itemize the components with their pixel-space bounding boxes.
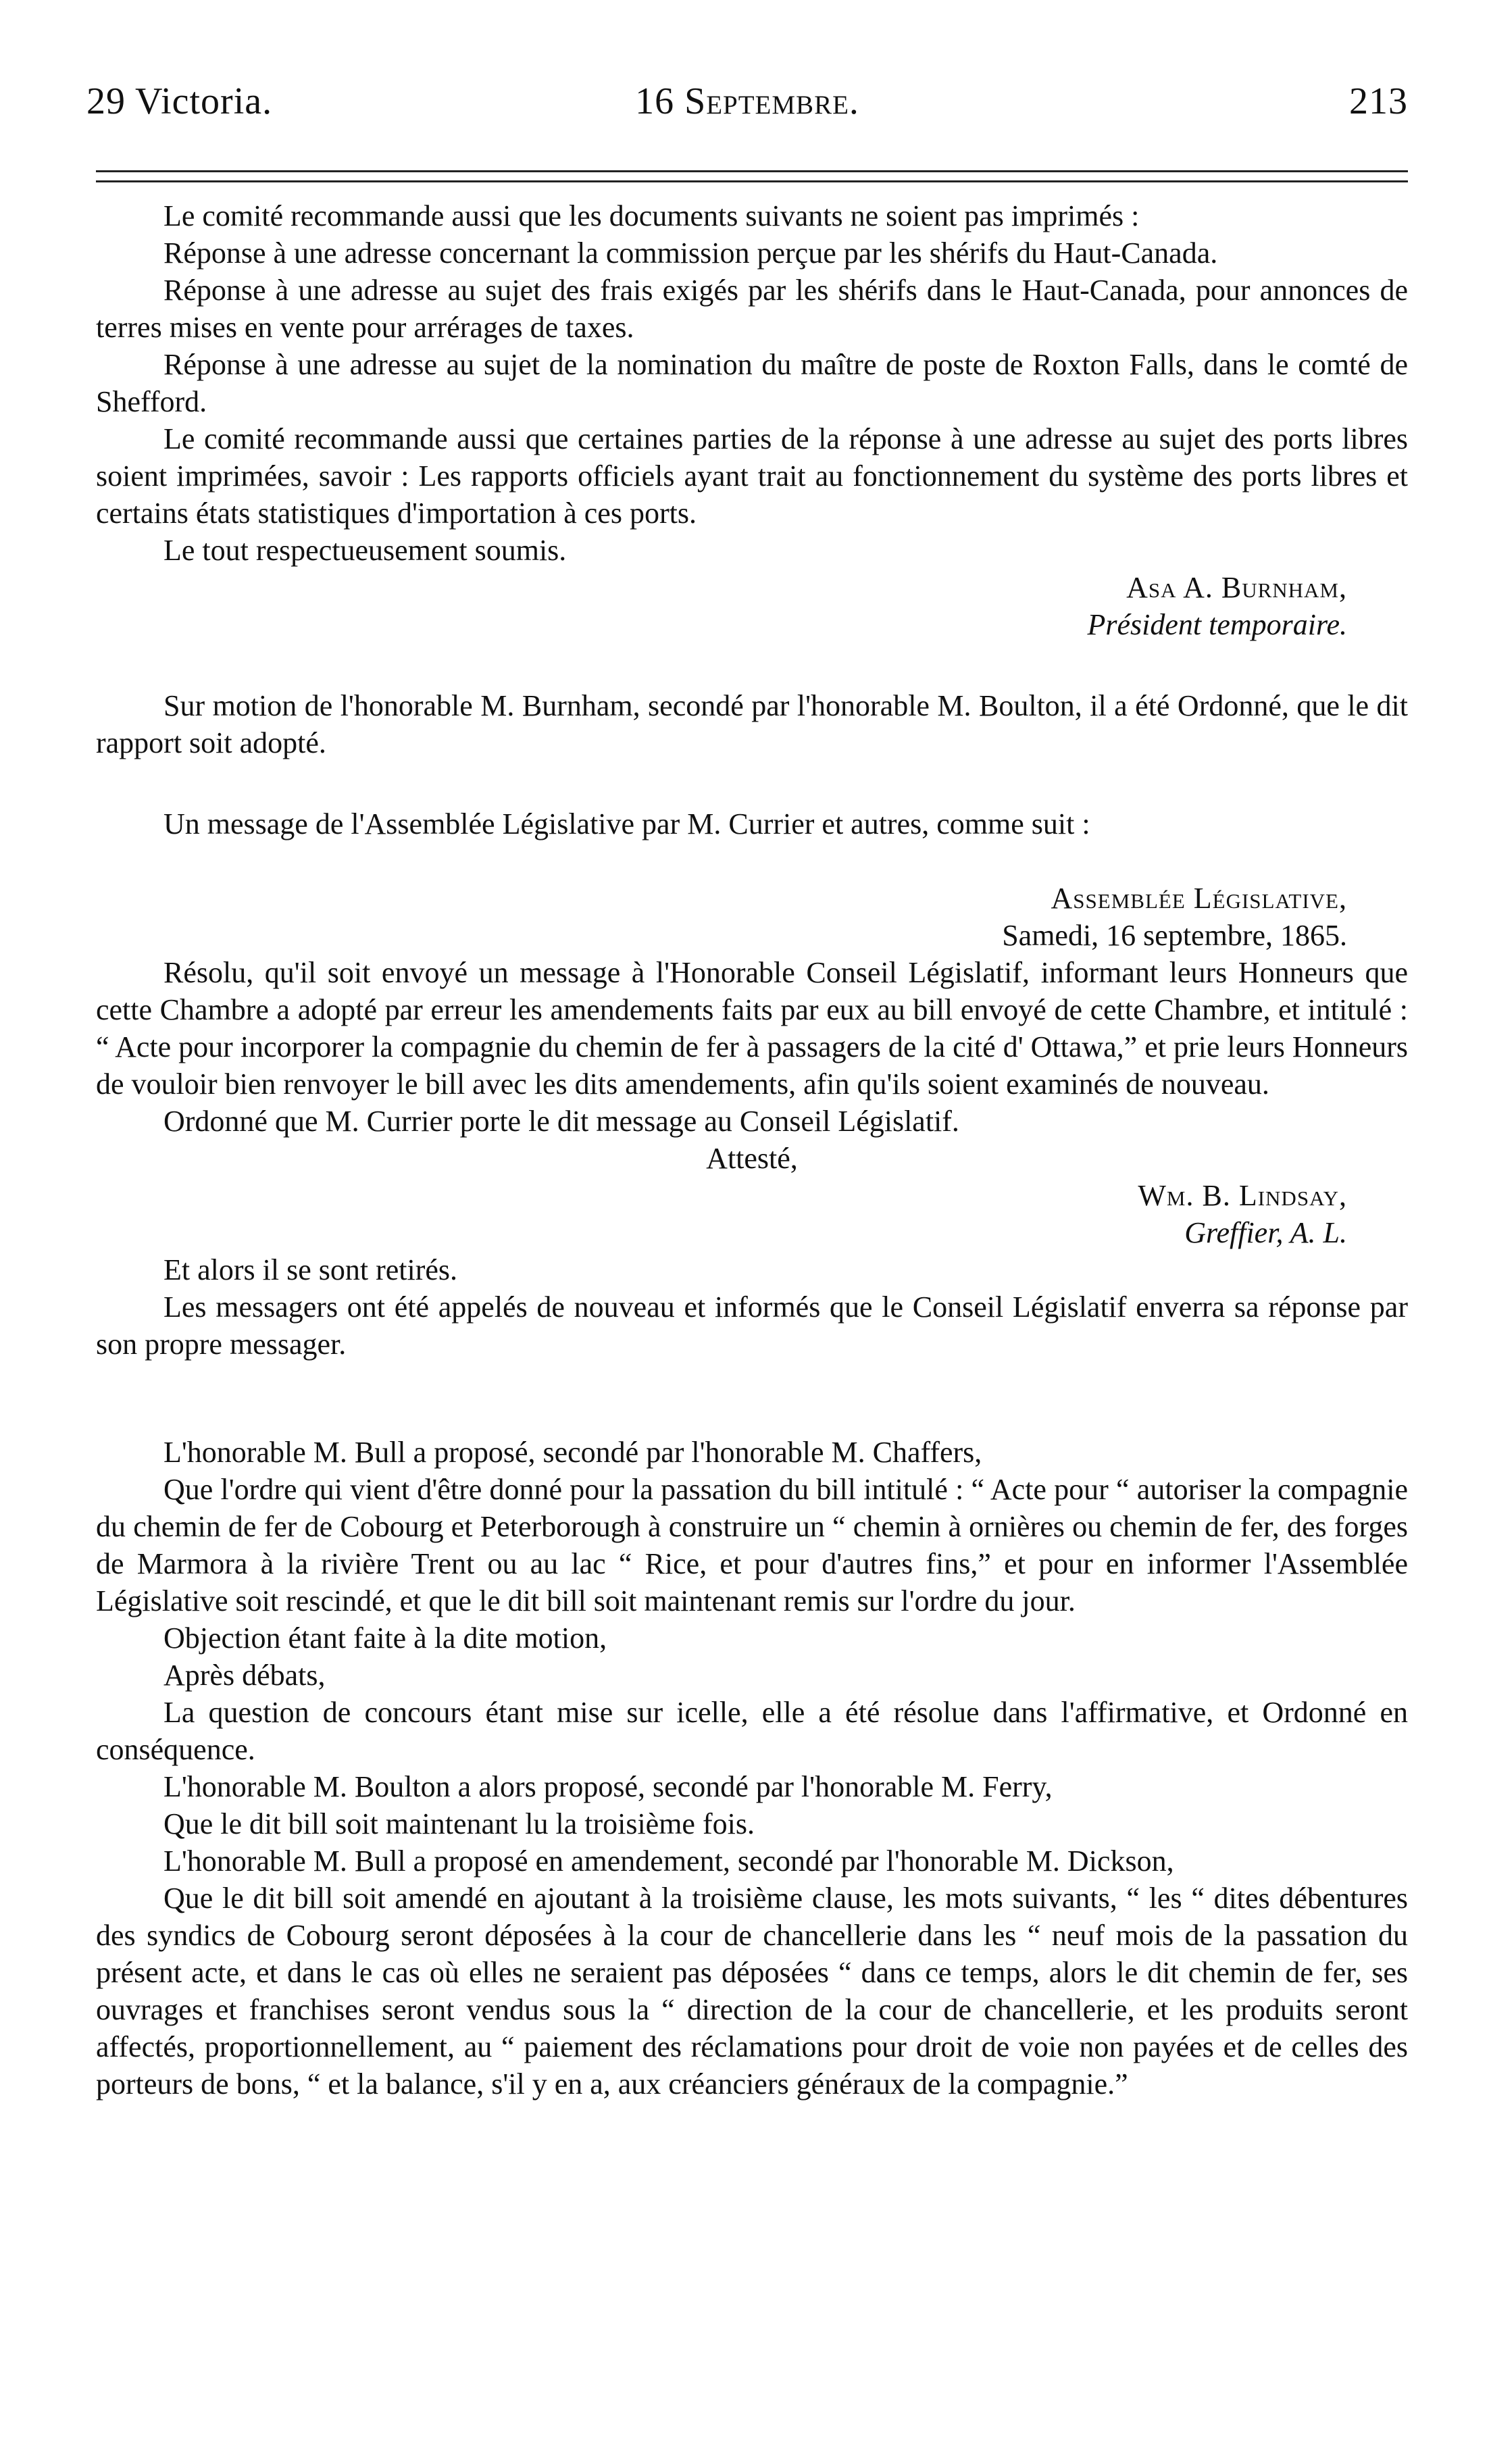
message-body-title: Assemblée Législative, xyxy=(1051,882,1347,915)
header-date: 16 Septembre. xyxy=(635,80,859,122)
report-signer: Asa A. Burnham, xyxy=(1126,571,1347,604)
motion-paragraph: Après débats, xyxy=(163,1659,326,1692)
message-signer: Wm. B. Lindsay, xyxy=(1138,1179,1347,1212)
report-paragraph: Le tout respectueusement soumis. xyxy=(163,534,567,567)
header-page-number: 213 xyxy=(1349,80,1408,122)
message-resolution: Résolu, qu'il soit envoyé un message à l'Honorable Conseil Législatif, informant leurs Honneurs que cette Chambre a adopté par erreur les amendements faits par eux au bill envoyé de cette Chambre, et intitulé : “ Acte pour incorporer la compagnie du chemin de fer à passagers de la cité d' Ottawa,” et prie leurs Honneurs de vouloir bien renvoyer le bill avec les dits amendements, afin qu'ils soient examinés de nouveau. xyxy=(96,956,1408,1101)
report-signer-title: Président temporaire. xyxy=(1087,608,1347,641)
message-order: Ordonné que M. Currier porte le dit message au Conseil Législatif. xyxy=(163,1105,959,1138)
motion-paragraph: La question de concours étant mise sur icelle, elle a été résolue dans l'affirmative, et Ordonné en conséquence. xyxy=(96,1696,1408,1766)
motion-paragraph: Sur motion de l'honorable M. Burnham, secondé par l'honorable M. Boulton, il a été Ordonné, que le dit rapport soit adopté. xyxy=(96,689,1408,759)
message-paragraph: Et alors il se sont retirés. xyxy=(163,1253,458,1286)
report-paragraph: Le comité recommande aussi que certaines parties de la réponse à une adresse au sujet des ports libres soient imprimées, savoir : Les rapports officiels ayant trait au fonctionnement du système des ports libres et certains états statistiques d'importation à ces ports. xyxy=(96,422,1408,530)
header-double-rule xyxy=(96,170,1408,182)
header-session: 29 Victoria. xyxy=(86,80,273,122)
message-paragraph: Les messagers ont été appelés de nouveau et informés que le Conseil Législatif enverra sa réponse par son propre messager. xyxy=(96,1290,1408,1361)
message-intro: Un message de l'Assemblée Législative par M. Currier et autres, comme suit : xyxy=(163,807,1090,840)
message-signer-title: Greffier, A. L. xyxy=(1184,1216,1347,1249)
message-attested: Attesté, xyxy=(706,1142,798,1175)
report-paragraph: Le comité recommande aussi que les documents suivants ne soient pas imprimés : xyxy=(163,199,1140,232)
motion-paragraph: L'honorable M. Bull a proposé, secondé par l'honorable M. Chaffers, xyxy=(163,1436,982,1469)
message-date: Samedi, 16 septembre, 1865. xyxy=(1002,919,1347,952)
motion-paragraph: Que l'ordre qui vient d'être donné pour la passation du bill intitulé : “ Acte pour “ autoriser la compagnie du chemin de fer de Cobourg et Peterborough à construire un “ chemin à ornières ou chemin de fer, des forges de Marmora à la rivière Trent ou au lac “ Rice, et pour d'autres fins,” et pour en informer l'Assemblée Législative soit rescindé, et que le dit bill soit maintenant remis sur l'ordre du jour. xyxy=(96,1473,1408,1617)
report-paragraph: Réponse à une adresse au sujet de la nomination du maître de poste de Roxton Falls, dans le comté de Shefford. xyxy=(96,348,1408,418)
page-header xyxy=(86,80,1408,141)
motion-paragraph: Que le dit bill soit amendé en ajoutant à la troisième clause, les mots suivants, “ les “ dites débentures des syndics de Cobourg seront déposées à la cour de chancellerie dans les “ neuf mois de la passation du présent acte, et dans le cas où elles ne seraient pas déposées “ dans ce temps, alors le dit chemin de fer, ses ouvrages et franchises seront vendus sous la “ direction de la cour de chancellerie, et les produits seront affectés, proportionnellement, au “ paiement des réclamations pour droit de voie non payées et de celles des porteurs de bons, “ et la balance, s'il y en a, aux créanciers généraux de la compagnie.” xyxy=(96,1882,1408,2101)
motion-paragraph: Que le dit bill soit maintenant lu la troisième fois. xyxy=(163,1807,755,1840)
report-paragraph: Réponse à une adresse au sujet des frais exigés par les shérifs dans le Haut-Canada, pour annonces de terres mises en vente pour arrérages de taxes. xyxy=(96,274,1408,344)
motion-paragraph: L'honorable M. Boulton a alors proposé, secondé par l'honorable M. Ferry, xyxy=(163,1770,1053,1803)
motion-paragraph: L'honorable M. Bull a proposé en amendement, secondé par l'honorable M. Dickson, xyxy=(163,1844,1174,1878)
report-paragraph: Réponse à une adresse concernant la commission perçue par les shérifs du Haut-Canada. xyxy=(163,236,1218,270)
page-body xyxy=(96,197,1408,2103)
motion-paragraph: Objection étant faite à la dite motion, xyxy=(163,1621,607,1655)
